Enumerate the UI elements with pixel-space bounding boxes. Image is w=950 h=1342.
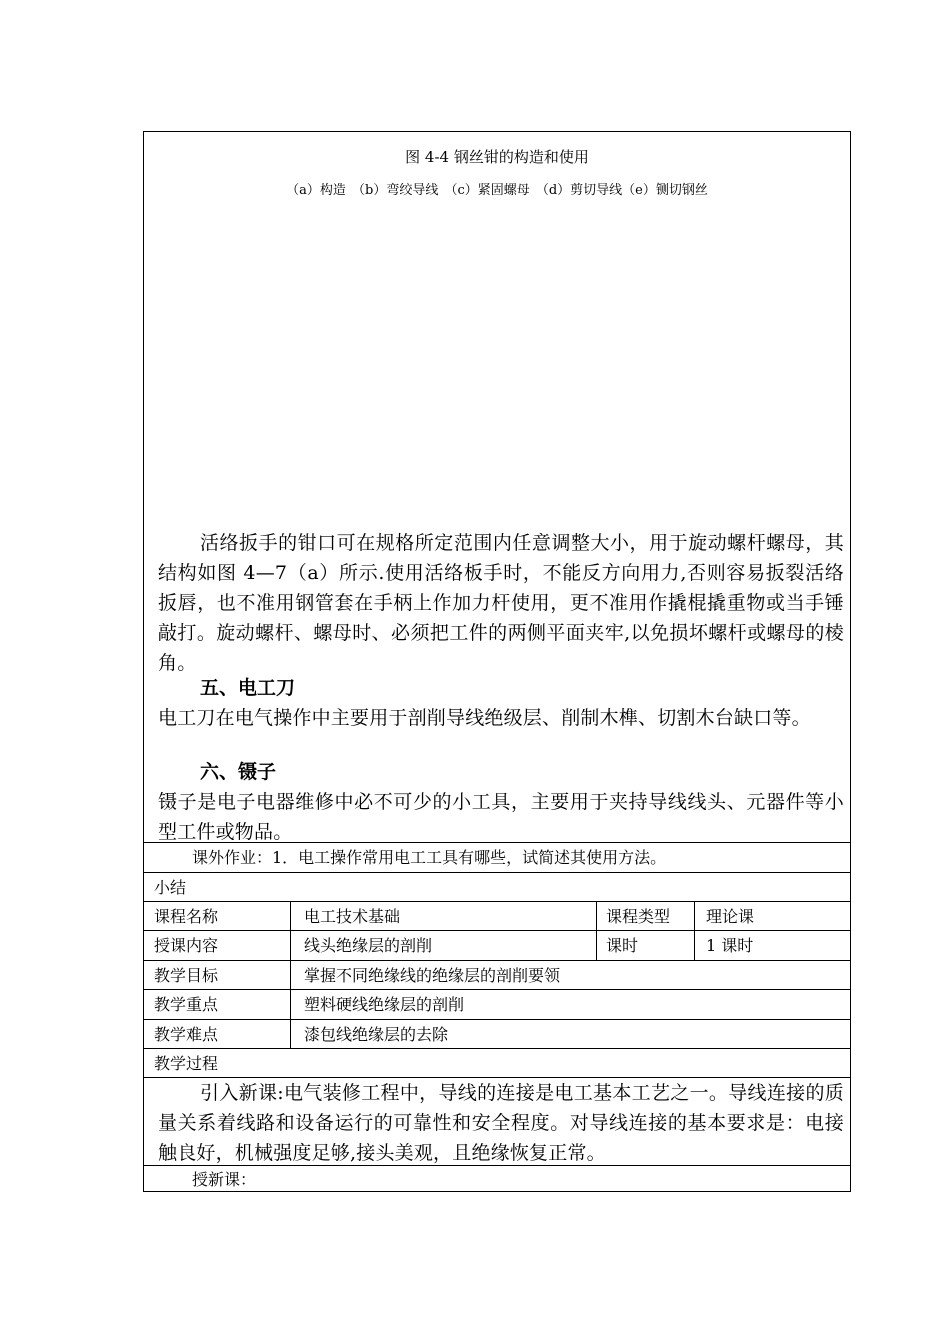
course-type-value: 理论课 (706, 907, 755, 926)
figure-caption-subtitle: （a）构造 （b）弯绞导线 （c）紧固螺母 （d）剪切导线（e）铡切钢丝 (286, 183, 708, 198)
column-divider (596, 901, 597, 960)
course-type-label: 课程类型 (606, 907, 671, 926)
course-name-value: 电工技术基础 (304, 907, 401, 926)
hours-label: 课时 (606, 936, 639, 955)
figure-caption-title: 图 4-4 钢丝钳的构造和使用 (405, 148, 589, 166)
column-divider (290, 901, 291, 1048)
divider (144, 1019, 850, 1020)
content-value: 线头绝缘层的剖削 (304, 936, 433, 955)
intro-paragraph: 引入新课:电气装修工程中，导线的连接是电工基本工艺之一。导线连接的质量关系着线路和设备运行的可靠性和安全程度。对导线连接的基本要求是：电接触良好，机械强度足够,接头美观，且绝缘恢复正常。 (158, 1082, 844, 1164)
difficulty-value: 漆包线绝缘层的去除 (304, 1025, 449, 1044)
new-lesson-label: 授新课： (192, 1170, 257, 1189)
key-point-label: 教学重点 (154, 995, 219, 1014)
wrench-paragraph: 活络扳手的钳口可在规格所定范围内任意调整大小，用于旋动螺杆螺母，其结构如图 4—7（a）所示.使用活络板手时，不能反方向用力,否则容易扳裂活络扳唇，也不准用钢管套在手柄上作加力杆使用，更不准用作撬棍撬重物或当手锤敲打。旋动螺杆、螺母时、必须把工件的两侧平面夹牢,以免损坏螺杆或螺母的棱角。 (158, 532, 844, 674)
lesson-frame (143, 131, 851, 1192)
divider (144, 872, 850, 873)
knife-paragraph: 电工刀在电气操作中主要用于剖削导线绝级层、削制木榫、切割木台缺口等。 (158, 707, 811, 729)
tweezers-paragraph: 镊子是电子电器维修中必不可少的小工具，主要用于夹持导线线头、元器件等小型工件或物品。 (158, 791, 844, 843)
section-heading-tweezers: 六、镊子 (200, 761, 277, 783)
content-label: 授课内容 (154, 936, 219, 955)
column-divider (694, 901, 695, 960)
course-name-label: 课程名称 (154, 907, 219, 926)
divider (144, 989, 850, 990)
difficulty-label: 教学难点 (154, 1025, 219, 1044)
process-label: 教学过程 (154, 1054, 219, 1073)
key-point-value: 塑料硬线绝缘层的剖削 (304, 995, 465, 1014)
homework-text: 课外作业：1．电工操作常用电工工具有哪些，试简述其使用方法。 (192, 848, 667, 867)
divider (144, 1048, 850, 1049)
section-heading-knife: 五、电工刀 (200, 677, 296, 699)
summary-label: 小结 (154, 878, 187, 897)
goal-value: 掌握不同绝缘线的绝缘层的剖削要领 (304, 966, 561, 985)
hours-value: 1 课时 (706, 936, 754, 955)
goal-label: 教学目标 (154, 966, 219, 985)
